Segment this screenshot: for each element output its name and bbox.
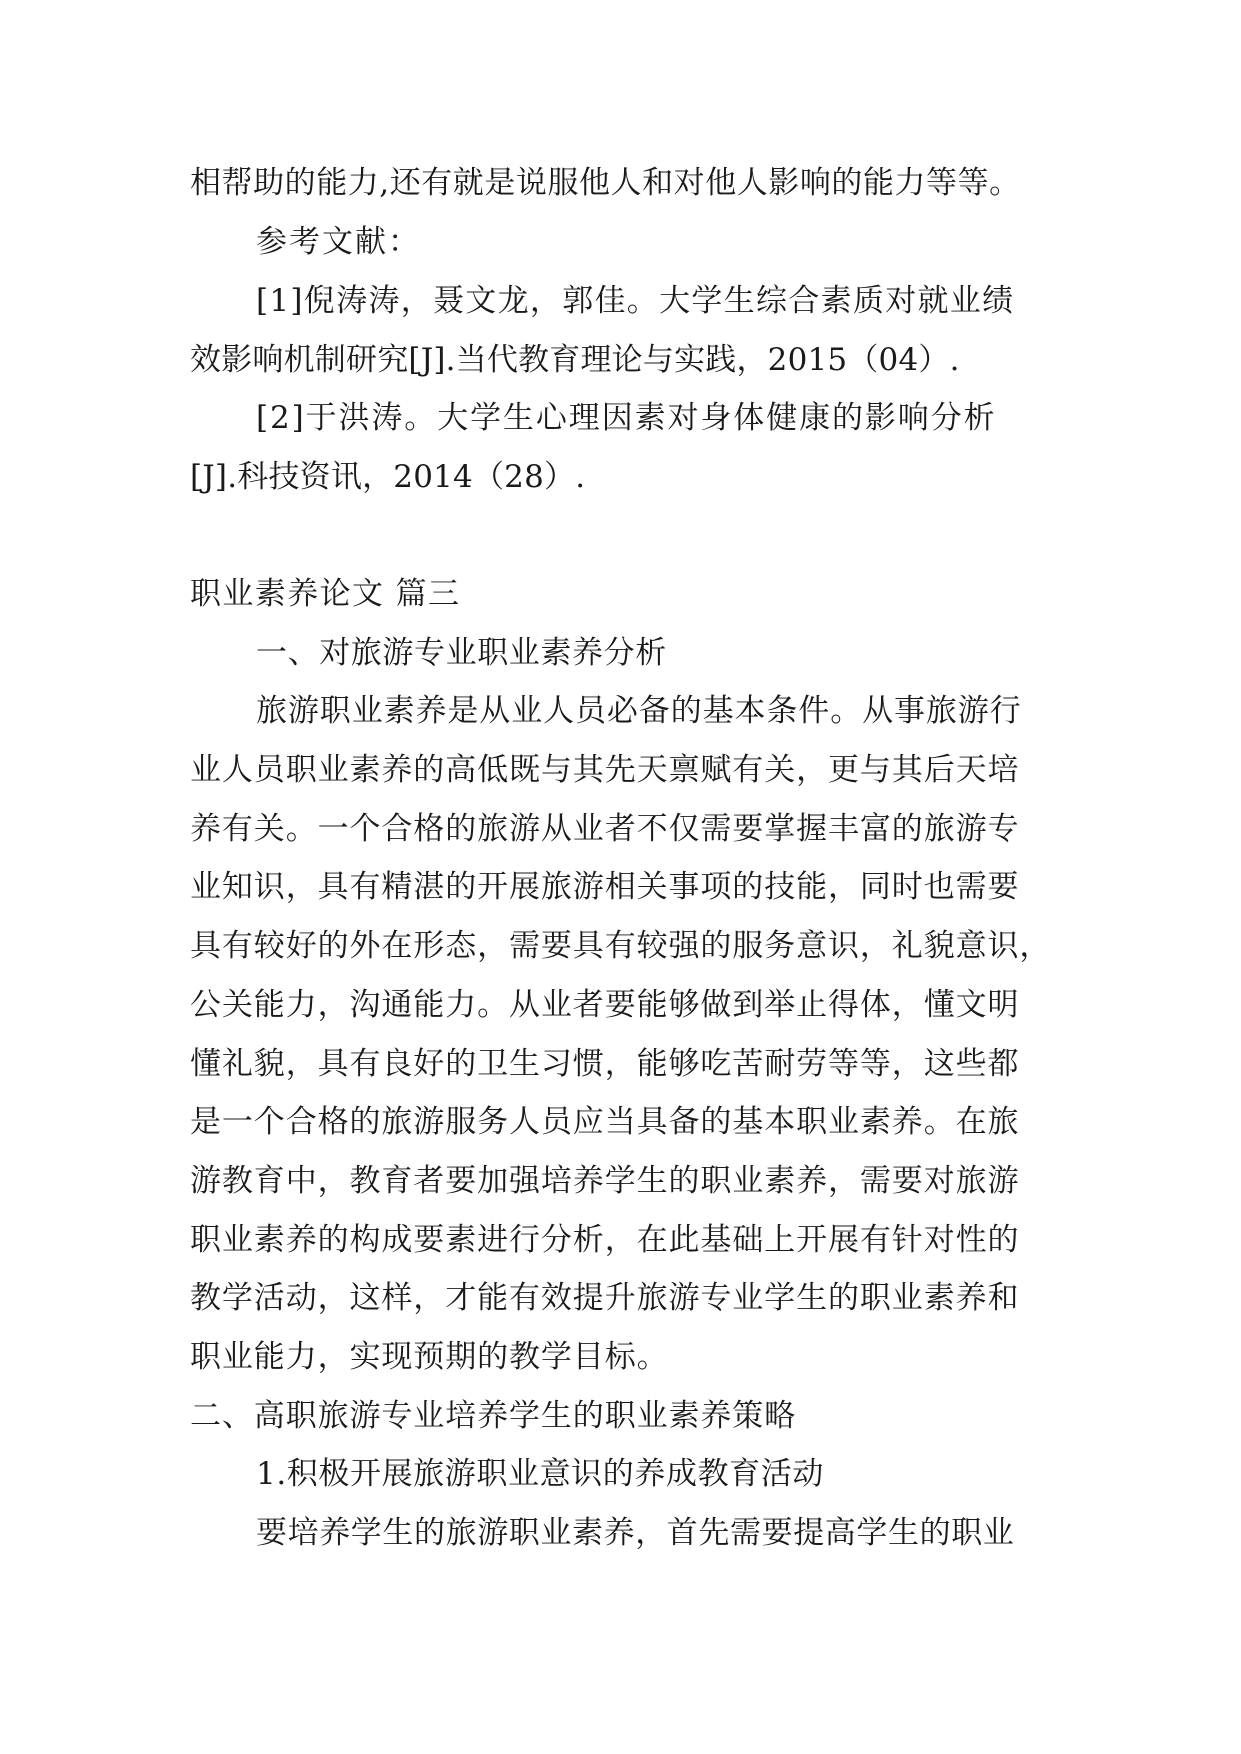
paragraph-line: 懂礼貌，具有良好的卫生习惯，能够吃苦耐劳等等，这些都 [190,1046,1020,1082]
paragraph-line: 教学活动，这样，才能有效提升旅游专业学生的职业素养和 [190,1280,1020,1316]
continuation-text: 相帮助的能力,还有就是说服他人和对他人影响的能力等等。 [190,165,1021,201]
paragraph-line: 公关能力，沟通能力。从业者要能够做到举止得体，懂文明 [190,987,1020,1023]
paragraph-line: 职业能力，实现预期的教学目标。 [190,1339,669,1375]
paragraph-line: 旅游职业素养是从业人员必备的基本条件。从事旅游行 [256,693,1022,729]
paragraph-line: 业知识，具有精湛的开展旅游相关事项的技能，同时也需要 [190,869,1020,905]
section-title: 职业素养论文 篇三 [190,576,461,612]
paragraph-line: 养有关。一个合格的旅游从业者不仅需要掌握丰富的旅游专 [190,811,1020,847]
reference-1-line-2: 效影响机制研究[J].当代教育理论与实践，2015（04）. [190,342,960,378]
paragraph-line: 业人员职业素养的高低既与其先天禀赋有关，更与其后天培 [190,752,1020,788]
reference-2-line-2: [J].科技资讯，2014（28）. [190,459,586,495]
paragraph-line: 要培养学生的旅游职业素养，首先需要提高学生的职业 [256,1515,1015,1551]
subsection-heading-1: 一、对旅游专业职业素养分析 [256,635,667,671]
reference-1-line-1: [1]倪涛涛，聂文龙，郭佳。大学生综合素质对就业绩 [256,283,1015,319]
references-heading: 参考文献： [256,224,421,260]
paragraph-line: 游教育中，教育者要加强培养学生的职业素养，需要对旅游 [190,1163,1020,1199]
paragraph-line: 是一个合格的旅游服务人员应当具备的基本职业素养。在旅 [190,1104,1020,1140]
paragraph-line: 职业素养的构成要素进行分析，在此基础上开展有针对性的 [190,1222,1020,1258]
reference-2-line-1: [2]于洪涛。大学生心理因素对身体健康的影响分析 [256,400,997,436]
paragraph-line: 具有较好的外在形态，需要具有较强的服务意识，礼貌意识， [190,928,1052,964]
subsection-heading-2: 二、高职旅游专业培养学生的职业素养策略 [190,1398,797,1434]
subsection-heading-3: 1.积极开展旅游职业意识的养成教育活动 [256,1456,824,1492]
